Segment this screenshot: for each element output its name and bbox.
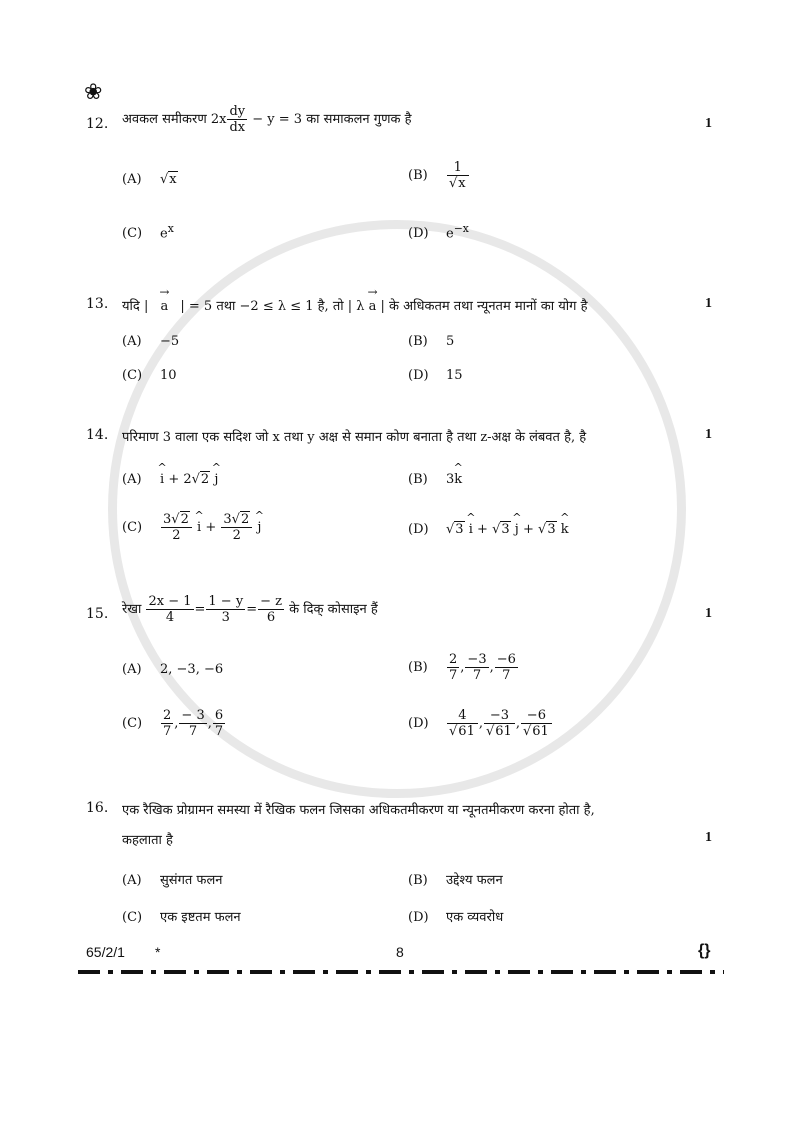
question-number: 16.	[86, 800, 109, 816]
option-a: (A)^ i + 2√2 ^ j	[122, 472, 218, 487]
footer-dash-line	[78, 970, 724, 974]
question-text: यदि | → a | = 5 तथा −2 ≤ λ ≤ 1 है, तो | λ → a | के अधिकतम तथा न्यूनतम मानों का योग है	[122, 296, 587, 314]
question-number: 15.	[86, 606, 109, 622]
option-c: (C) एक इष्टतम फलन	[122, 910, 241, 925]
option-b: (B) उद्देश्य फलन	[408, 873, 503, 888]
question-text: परिमाण 3 वाला एक सदिश जो x तथा y अक्ष से समान कोण बनाता है तथा z-अक्ष के लंबवत है, है	[122, 430, 587, 445]
marks: 1	[705, 606, 712, 621]
question-number: 12.	[86, 116, 109, 132]
option-d: (D) 15	[408, 368, 463, 383]
option-d: (D) एक व्यवरोध	[408, 910, 504, 925]
footer-star: *	[155, 944, 161, 960]
question-text-line1: एक रैखिक प्रोग्रामन समस्या में रैखिक फलन जिसका अधिकतमीकरण या न्यूनतमीकरण करना होता है,	[122, 803, 595, 818]
option-c: (C) $\frac{3√2}{2}$ ^ i + $\frac{3√2}{2}$ ^ j	[122, 512, 261, 543]
option-c: (C) $\frac{2}{7}$ , $\frac{- 3}{7}$ , $\frac{6}{7}$	[122, 708, 224, 739]
option-d: (D) $e^{-x}$	[408, 222, 469, 242]
question-number: 13.	[86, 296, 109, 312]
marks: 1	[705, 116, 712, 131]
option-b: (B) $\frac{1}{√x}$	[408, 160, 470, 191]
option-b: (B) 5	[408, 334, 455, 349]
question-text-line2: कहलाता है	[122, 833, 173, 848]
marks: 1	[705, 427, 712, 442]
marks: 1	[705, 830, 712, 845]
paper-code: 65/2/1	[86, 944, 125, 960]
option-b: (B) 3^ k	[408, 472, 462, 487]
option-d: (D) √3 ^ i + √3 ^ j + √3 ^ k	[408, 522, 569, 537]
option-d: (D) $\frac{4}{√61}$ , $\frac{-3}{√61}$ , $\frac{-6}{√61}$	[408, 708, 553, 739]
fraction: $\frac{dy}{dx}$	[229, 104, 246, 135]
question-number: 14.	[86, 427, 109, 443]
question-text: अवकल समीकरण 2x $\frac{dy}{dx}$ − y = 3 का समाकलन गुणक है	[122, 104, 412, 135]
option-a: (A) 2, −3, −6	[122, 662, 224, 677]
option-a: (A) सुसंगत फलन	[122, 873, 223, 888]
page-number: 8	[396, 944, 404, 960]
option-a: (A) −5	[122, 334, 180, 349]
question-text: रेखा $\frac{2x - 1}{4}$ = $\frac{1 - y}{3}$ = $\frac{- z}{6}$ के दिक् कोसाइन हैं	[122, 594, 378, 625]
flower-ornament-icon: ❀	[84, 80, 103, 105]
option-b: (B) $\frac{2}{7}$ , $\frac{-3}{7}$ , $\frac{-6}{7}$	[408, 652, 516, 683]
option-a: (A) √x	[122, 172, 177, 187]
option-c: (C) $e^x$	[122, 222, 174, 242]
option-c: (C) 10	[122, 368, 177, 383]
footer-symbol: {}	[698, 942, 711, 959]
marks: 1	[705, 296, 712, 311]
